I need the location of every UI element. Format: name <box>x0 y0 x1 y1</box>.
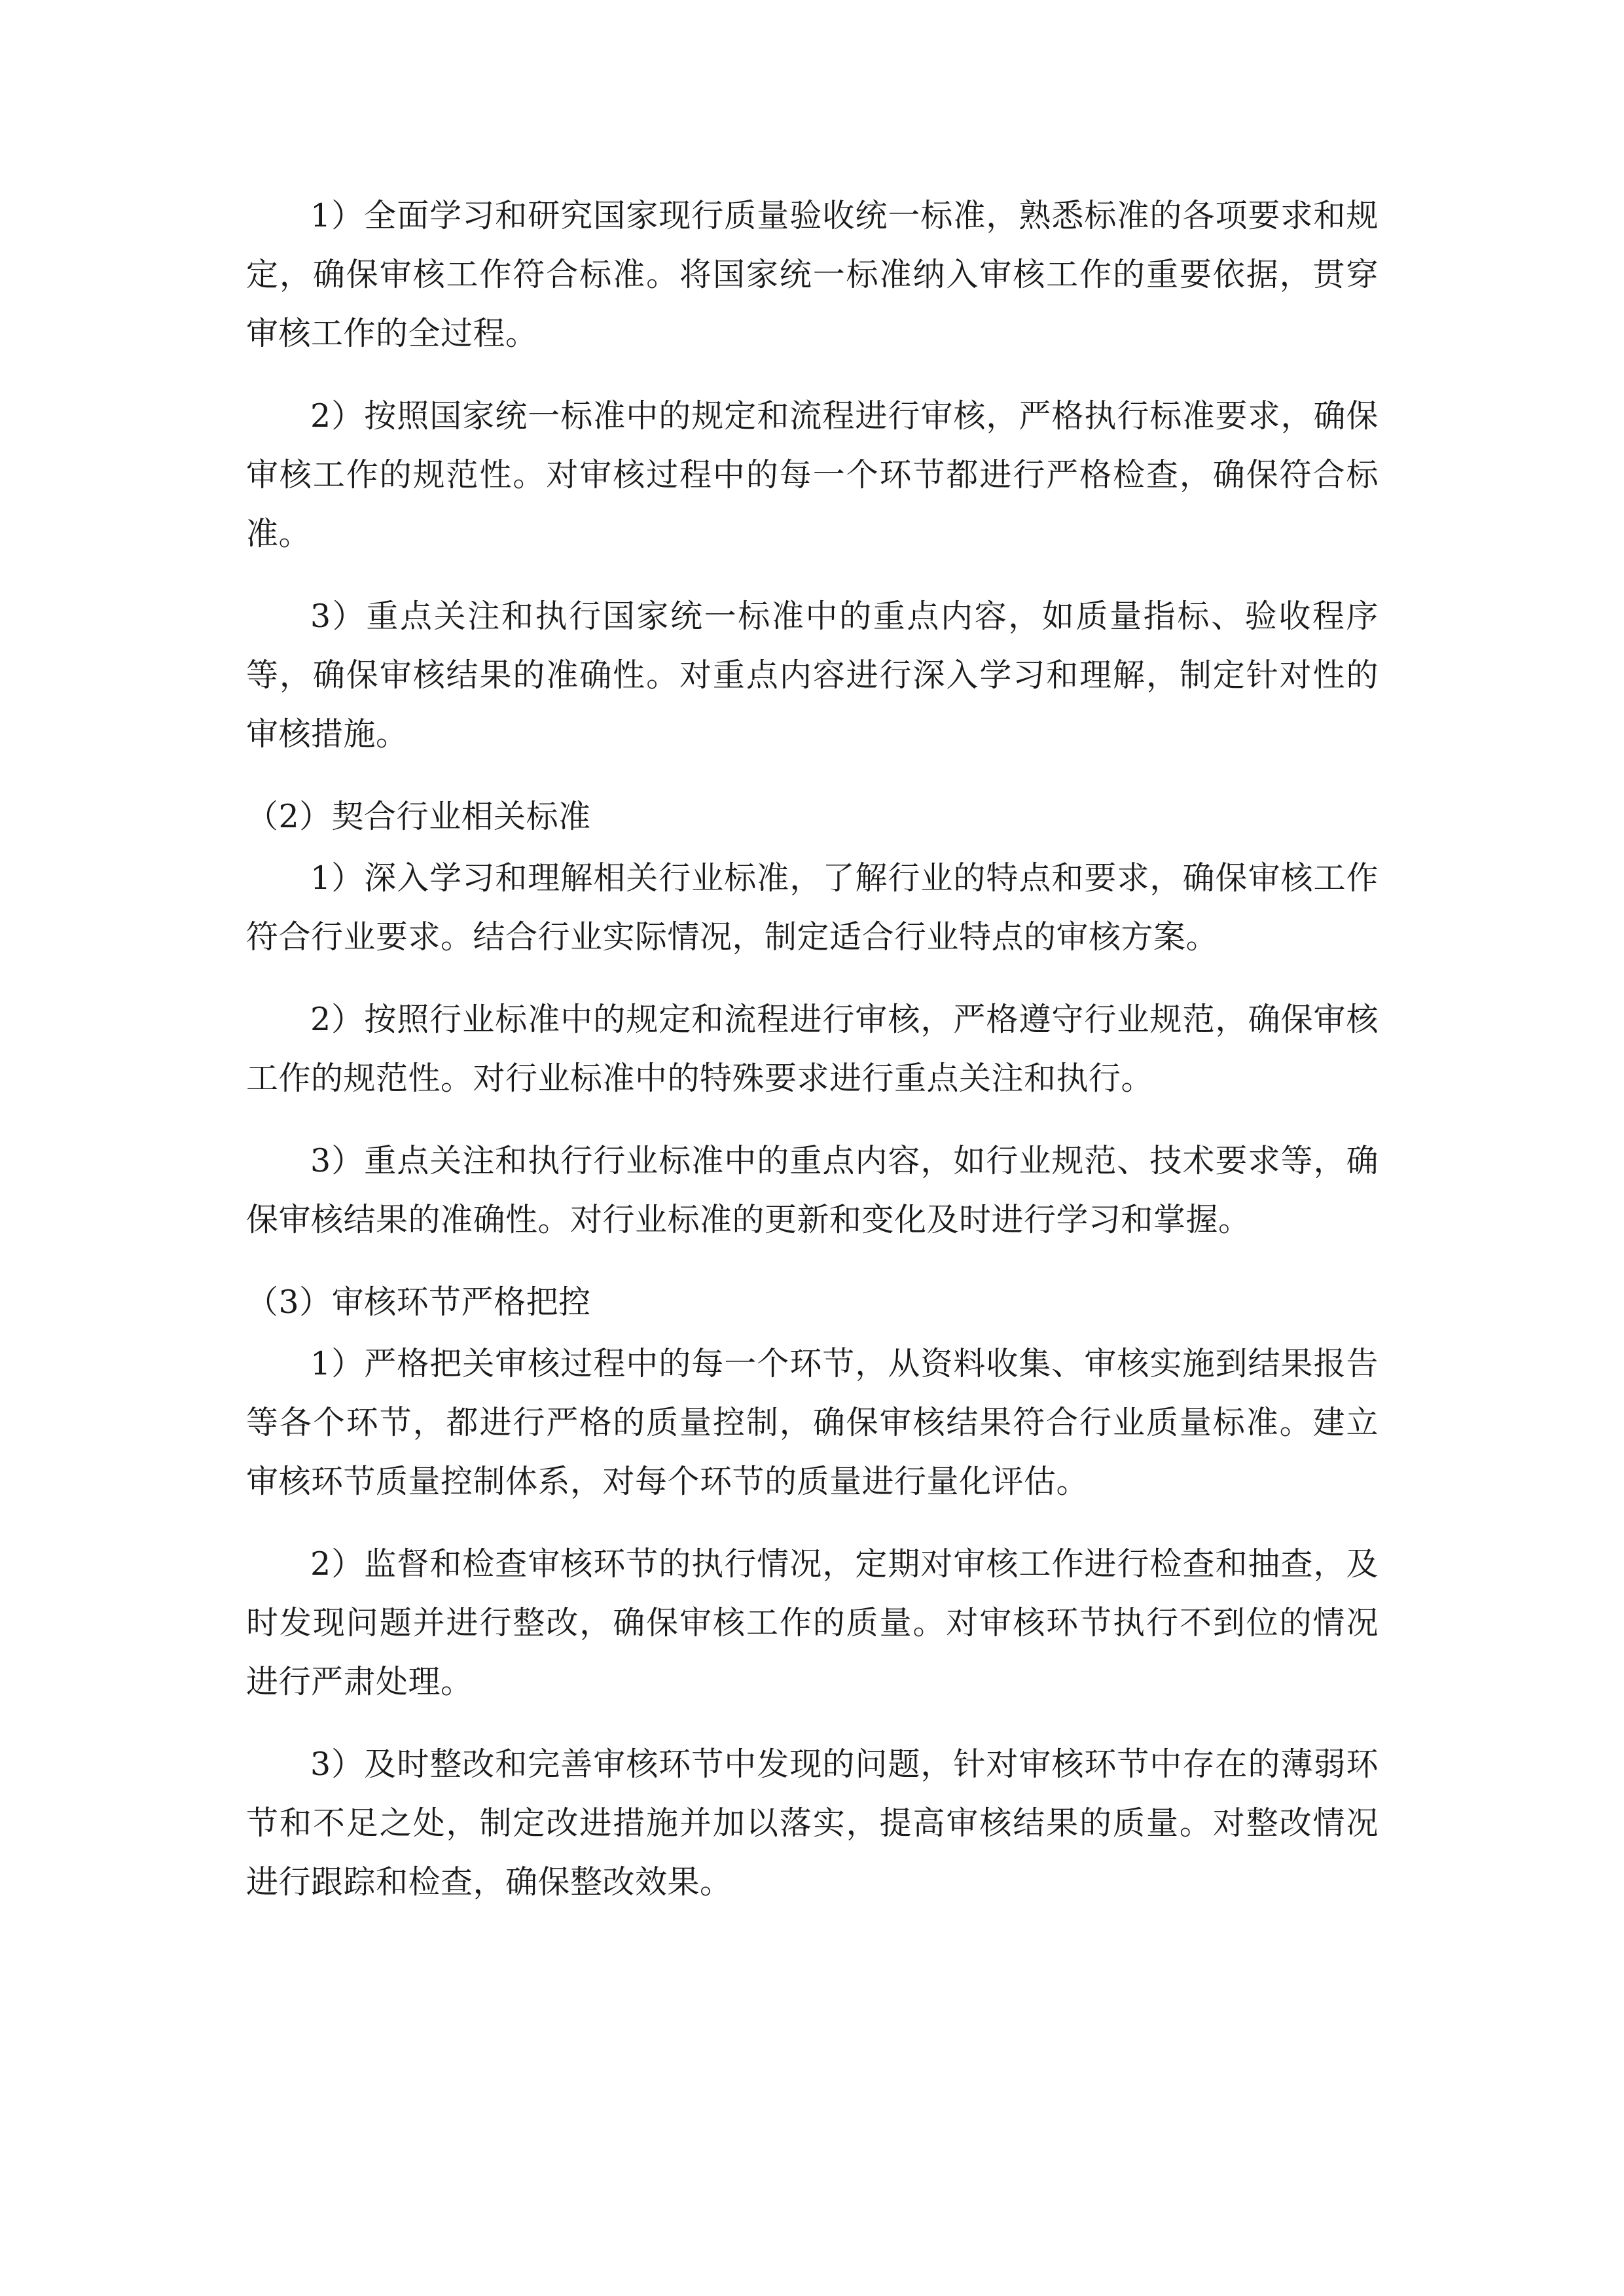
section-heading-3: （3）审核环节严格把控 <box>246 1283 591 1321</box>
document-body <box>246 187 1379 1935</box>
paragraph-1-3: 3）重点关注和执行国家统一标准中的重点内容，如质量指标、验收程序等，确保审核结果的准确性。对重点内容进行深入学习和理解，制定针对性的审核措施。 <box>246 598 1379 753</box>
paragraph-3-2: 2）监督和检查审核环节的执行情况，定期对审核工作进行检查和抽查，及时发现问题并进行整改，确保审核工作的质量。对审核环节执行不到位的情况进行严肃处理。 <box>246 1545 1379 1700</box>
paragraph-2-1: 1）深入学习和理解相关行业标准，了解行业的特点和要求，确保审核工作符合行业要求。结合行业实际情况，制定适合行业特点的审核方案。 <box>246 859 1379 956</box>
paragraph-1-2: 2）按照国家统一标准中的规定和流程进行审核，严格执行标准要求，确保审核工作的规范性。对审核过程中的每一个环节都进行严格检查，确保符合标准。 <box>246 397 1379 552</box>
section-heading-2: （2）契合行业相关标准 <box>246 798 591 835</box>
paragraph-1-1: 1）全面学习和研究国家现行质量验收统一标准，熟悉标准的各项要求和规定，确保审核工作符合标准。将国家统一标准纳入审核工作的重要依据，贯穿审核工作的全过程。 <box>246 197 1379 352</box>
paragraph-3-3: 3）及时整改和完善审核环节中发现的问题，针对审核环节中存在的薄弱环节和不足之处，制定改进措施并加以落实，提高审核结果的质量。对整改情况进行跟踪和检查，确保整改效果。 <box>246 1746 1379 1901</box>
paragraph-2-2: 2）按照行业标准中的规定和流程进行审核，严格遵守行业规范，确保审核工作的规范性。对行业标准中的特殊要求进行重点关注和执行。 <box>246 1001 1379 1097</box>
paragraph-2-3: 3）重点关注和执行行业标准中的重点内容，如行业规范、技术要求等，确保审核结果的准确性。对行业标准的更新和变化及时进行学习和掌握。 <box>246 1142 1379 1238</box>
paragraph-3-1: 1）严格把关审核过程中的每一个环节，从资料收集、审核实施到结果报告等各个环节，都进行严格的质量控制，确保审核结果符合行业质量标准。建立审核环节质量控制体系，对每个环节的质量进行量化评估。 <box>246 1345 1379 1500</box>
